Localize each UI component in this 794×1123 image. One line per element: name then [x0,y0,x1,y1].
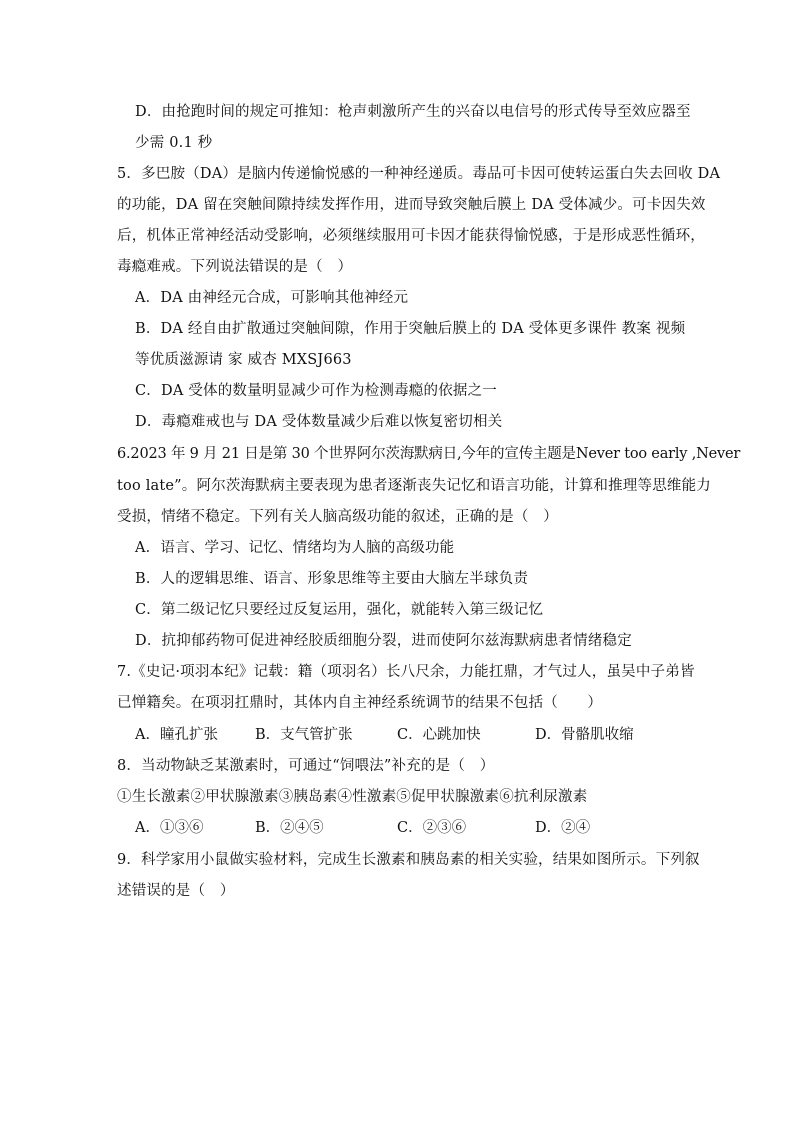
q5-option-d: D．毒瘾难戒也与 DA 受体数量减少后难以恢复密切相关 [135,414,503,430]
q9-stem-line1: 9．科学家用小鼠做实验材料，完成生长激素和胰岛素的相关实验，结果如图所示。下列叙 [117,852,700,868]
q7-option-b: B．支气管扩张 [255,727,353,743]
q7-option-d: D．骨骼肌收缩 [535,727,634,743]
q8-stem: 8．当动物缺乏某激素时，可通过“饲喂法”补充的是（ ） [117,758,495,774]
q6-stem-line2: too late”。阿尔茨海默病主要表现为患者逐渐丧失记忆和语言功能，计算和推理等思维能力 [117,478,711,494]
q5-option-b-line2: 等优质滋源请 家 威杏 MXSJ663 [135,352,352,368]
q7-option-c: C．心跳加快 [397,727,481,743]
q6-option-b: B．人的逻辑思维、语言、形象思维等主要由大脑左半球负责 [135,571,529,587]
q5-option-a: A．DA 由神经元合成，可影响其他神经元 [135,290,409,306]
q8-hormone-list: ①生长激素②甲状腺激素③胰岛素④性激素⑤促甲状腺激素⑥抗利尿激素 [117,789,588,805]
q8-option-b: B．②④⑤ [255,820,324,836]
q4-option-d-line1: D．由抢跑时间的规定可推知：枪声刺激所产生的兴奋以电信号的形式传导至效应器至 [135,104,691,120]
q4-option-d-line2: 少需 0.1 秒 [135,135,213,151]
q6-option-a: A．语言、学习、记忆、情绪均为人脑的高级功能 [135,540,455,556]
q8-option-d: D．②④ [535,820,591,836]
q7-stem-line2: 已惮籍矣。在项羽扛鼎时，其体内自主神经系统调节的结果不包括（ ） [117,695,603,711]
q5-stem-line2: 的功能，DA 留在突触间隙持续发挥作用，进而导致突触后膜上 DA 受体减少。可卡因失效 [117,197,706,213]
q6-stem-line3: 受损，情绪不稳定。下列有关人脑高级功能的叙述，正确的是（ ） [117,509,558,525]
q7-stem-line1: 7.《史记·项羽本纪》记载：籍（项羽名）长八尺余，力能扛鼎，才气过人，虽吴中子弟皆 [117,664,695,680]
q5-stem-line1: 5．多巴胺（DA）是脑内传递愉悦感的一种神经递质。毒品可卡因可使转运蛋白失去回收 DA [117,166,721,182]
q5-option-c: C．DA 受体的数量明显减少可作为检测毒瘾的依据之一 [135,383,497,399]
q9-stem-line2: 述错误的是（ ） [117,883,235,899]
q5-stem-line4: 毒瘾难戒。下列说法错误的是（ ） [117,259,353,275]
q6-option-d: D．抗抑郁药物可促进神经胶质细胞分裂，进而使阿尔兹海默病患者情绪稳定 [135,633,632,649]
q6-option-c: C．第二级记忆只要经过反复运用，强化，就能转入第三级记忆 [135,602,544,618]
q8-option-a: A．①③⑥ [135,820,204,836]
q5-stem-line3: 后，机体正常神经活动受影响，必须继续服用可卡因才能获得愉悦感，于是形成恶性循环， [117,228,705,244]
q7-option-a: A．瞳孔扩张 [135,727,218,743]
q5-option-b-line1: B．DA 经自由扩散通过突触间隙，作用于突触后膜上的 DA 受体更多课件 教案 视频 [135,321,686,337]
q6-stem-line1: 6.2023 年 9 月 21 日是第 30 个世界阿尔茨海默病日,今年的宣传主题是Never too early ,Never [117,446,741,462]
q8-option-c: C．②③⑥ [397,820,467,836]
